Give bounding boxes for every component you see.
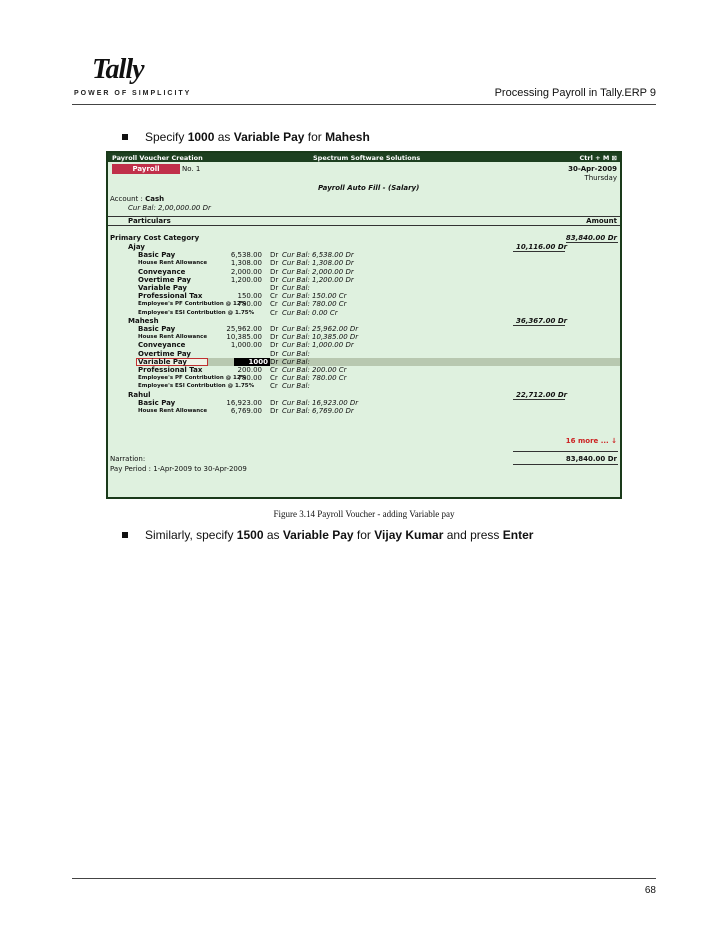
pay-head-label[interactable]: Professional Tax — [138, 366, 203, 374]
pay-head-label[interactable]: Variable Pay — [138, 284, 187, 292]
column-header — [108, 216, 620, 226]
pay-head-balance: Cur Bal: — [282, 382, 310, 391]
header-divider — [72, 104, 656, 105]
variable-pay-input[interactable]: 1000 — [234, 358, 270, 366]
bullet-employee: Vijay Kumar — [374, 528, 444, 542]
pay-head-label[interactable]: Employee's ESI Contribution @ 1.75% — [138, 309, 255, 316]
pay-head-balance: Cur Bal: — [282, 284, 310, 292]
pay-head-label[interactable]: Professional Tax — [138, 292, 203, 301]
page-number: 68 — [644, 885, 656, 896]
particulars-header: Particulars — [128, 217, 171, 225]
voucher-date[interactable]: 30-Apr-2009 — [568, 165, 617, 173]
pay-head-amount[interactable]: 200.00 — [237, 366, 262, 374]
pay-head-label[interactable]: Employee's PF Contribution @ 12% — [138, 375, 247, 382]
dr-cr-indicator: Dr — [270, 267, 279, 276]
pay-head-balance: Cur Bal: 6,538.00 Dr — [282, 251, 354, 260]
employee-name[interactable]: Rahul — [128, 390, 151, 399]
pay-head-balance: Cur Bal: 10,385.00 Dr — [282, 333, 359, 342]
dr-cr-indicator: Dr — [270, 251, 279, 260]
category-total: 83,840.00 Dr — [565, 234, 617, 242]
bullet-icon — [122, 134, 128, 140]
pay-head-amount[interactable]: 780.00 — [237, 300, 262, 309]
account-balance: Cur Bal: 2,00,000.00 Dr — [128, 204, 211, 212]
pay-head-amount[interactable]: 1,308.00 — [230, 259, 262, 268]
pay-head-label[interactable]: House Rent Allowance — [138, 260, 208, 267]
pay-head-balance: Cur Bal: 780.00 Cr — [282, 300, 347, 309]
pay-head-label[interactable]: Overtime Pay — [138, 275, 191, 284]
dr-cr-indicator: Dr — [270, 325, 279, 333]
instruction-bullet-1 — [122, 130, 370, 144]
pay-head-balance: Cur Bal: 25,962.00 Dr — [282, 325, 359, 333]
dr-cr-indicator: Cr — [270, 374, 278, 383]
footer-divider — [72, 878, 656, 879]
pay-period: Pay Period : 1-Apr-2009 to 30-Apr-2009 — [110, 465, 247, 473]
pay-head-balance: Cur Bal: — [282, 349, 310, 358]
pay-head-amount[interactable]: 1,200.00 — [230, 275, 262, 284]
bullet-value: 1500 — [236, 528, 264, 542]
pay-head-balance: Cur Bal: 16,923.00 Dr — [282, 398, 359, 407]
pay-head-amount[interactable]: 6,538.00 — [230, 251, 262, 260]
pay-head-amount[interactable]: 780.00 — [237, 374, 262, 383]
employee-total-underline — [513, 325, 565, 326]
bullet-text: for — [353, 528, 375, 542]
pay-head-amount[interactable]: 6,769.00 — [230, 407, 262, 415]
dr-cr-indicator: Dr — [270, 341, 279, 350]
pay-head-label[interactable]: Conveyance — [138, 267, 186, 276]
dr-cr-indicator: Dr — [270, 398, 279, 407]
pay-head-balance: Cur Bal: 2,000.00 Dr — [282, 267, 354, 276]
figure-caption: Figure 3.14 Payroll Voucher - adding Variable pay — [273, 509, 455, 519]
employee-total: 10,116.00 Dr — [516, 243, 568, 251]
instruction-bullet-2 — [122, 528, 533, 542]
pay-head-label[interactable]: House Rent Allowance — [138, 408, 208, 414]
pay-head-balance: Cur Bal: 780.00 Cr — [282, 374, 347, 383]
account-label — [110, 195, 164, 203]
bullet-text: and press — [443, 528, 503, 542]
bullet-value: 1000 — [187, 130, 215, 144]
total-rule-bottom — [513, 464, 618, 465]
employee-total-underline — [513, 251, 565, 252]
payroll-voucher-screen — [106, 151, 622, 499]
pay-head-label[interactable]: Conveyance — [138, 341, 186, 350]
pay-head-amount[interactable]: 1,000.00 — [230, 341, 262, 350]
dr-cr-indicator: Cr — [270, 300, 278, 309]
account-label-text: Account : — [110, 195, 143, 203]
dr-cr-indicator: Cr — [270, 366, 278, 374]
voucher-day: Thursday — [584, 174, 617, 182]
bullet-employee: Mahesh — [325, 130, 370, 144]
voucher-number: No. 1 — [182, 165, 201, 173]
dr-cr-indicator: Dr — [270, 357, 279, 366]
logo-tagline: POWER OF SIMPLICITY — [74, 90, 192, 97]
dr-cr-indicator: Dr — [270, 275, 279, 284]
cost-category[interactable]: Primary Cost Category — [110, 234, 200, 242]
employee-total: 22,712.00 Dr — [516, 390, 568, 399]
bullet-text: as — [263, 528, 283, 542]
bullet-text: Similarly, specify — [145, 528, 237, 542]
bullet-text: for — [304, 130, 326, 144]
narration-label[interactable]: Narration: — [110, 455, 146, 463]
pay-head-amount[interactable]: 10,385.00 — [226, 333, 262, 342]
pay-head-balance: Cur Bal: 150.00 Cr — [282, 292, 347, 301]
pay-head-balance: Cur Bal: 0.00 Cr — [282, 308, 338, 317]
grand-total: 83,840.00 Dr — [565, 455, 617, 463]
more-indicator[interactable]: 16 more ... ↓ — [565, 437, 617, 445]
pay-head-label[interactable]: Basic Pay — [138, 398, 176, 407]
dr-cr-indicator: Dr — [270, 333, 279, 342]
pay-head-label[interactable]: Employee's ESI Contribution @ 1.75% — [138, 383, 255, 390]
total-rule-top — [513, 451, 618, 452]
pay-head-balance: Cur Bal: 1,000.00 Dr — [282, 341, 354, 350]
amount-header: Amount — [586, 217, 617, 225]
pay-head-label[interactable]: Overtime Pay — [138, 349, 191, 358]
screen-titlebar — [108, 153, 620, 162]
bullet-field: Variable Pay — [233, 130, 305, 144]
dr-cr-indicator: Dr — [270, 259, 279, 268]
dr-cr-indicator: Cr — [270, 292, 278, 301]
pay-head-balance: Cur Bal: 200.00 Cr — [282, 366, 347, 374]
pay-head-balance: Cur Bal: 1,308.00 Dr — [282, 259, 354, 268]
pay-head-amount[interactable]: 150.00 — [237, 292, 262, 301]
tally-logo: Tally — [92, 54, 144, 85]
screen-title: Payroll Voucher Creation — [112, 154, 203, 162]
bullet-text: as — [214, 130, 234, 144]
page-header-title: Processing Payroll in Tally.ERP 9 — [494, 87, 656, 99]
selected-row-highlight — [136, 358, 620, 366]
dr-cr-indicator: Cr — [270, 382, 278, 391]
dr-cr-indicator: Dr — [270, 284, 279, 292]
underline — [566, 242, 618, 243]
pay-head-label[interactable]: Employee's PF Contribution @ 12% — [138, 301, 247, 308]
pay-head-label[interactable]: Basic Pay — [138, 325, 176, 333]
pay-head-label[interactable]: Basic Pay — [138, 251, 176, 260]
pay-head-balance: Cur Bal: 1,200.00 Dr — [282, 275, 354, 284]
pay-head-label[interactable]: House Rent Allowance — [138, 334, 208, 341]
pay-head-balance: Cur Bal: 6,769.00 Dr — [282, 407, 354, 415]
close-icon[interactable]: Ctrl + M ⊠ — [579, 154, 617, 162]
bullet-icon — [122, 532, 128, 538]
dr-cr-indicator: Cr — [270, 308, 278, 317]
pay-head-label[interactable]: Variable Pay — [138, 357, 187, 366]
employee-name[interactable]: Ajay — [128, 243, 145, 251]
company-name: Spectrum Software Solutions — [313, 154, 421, 162]
pay-head-amount[interactable]: 25,962.00 — [226, 325, 262, 333]
account-value[interactable]: Cash — [145, 195, 165, 203]
employee-name[interactable]: Mahesh — [128, 316, 159, 325]
pay-head-amount[interactable]: 2,000.00 — [230, 267, 262, 276]
pay-head-amount[interactable]: 16,923.00 — [226, 398, 262, 407]
voucher-type[interactable]: Payroll — [112, 164, 180, 174]
employee-total-underline — [513, 399, 565, 400]
pay-head-balance: Cur Bal: — [282, 357, 310, 366]
dr-cr-indicator: Dr — [270, 349, 279, 358]
bullet-text: Specify — [145, 130, 188, 144]
employee-total: 36,367.00 Dr — [516, 316, 568, 325]
bullet-key: Enter — [502, 528, 534, 542]
dr-cr-indicator: Dr — [270, 407, 279, 415]
bullet-field: Variable Pay — [282, 528, 354, 542]
autofill-mode: Payroll Auto Fill - (Salary) — [318, 184, 420, 192]
